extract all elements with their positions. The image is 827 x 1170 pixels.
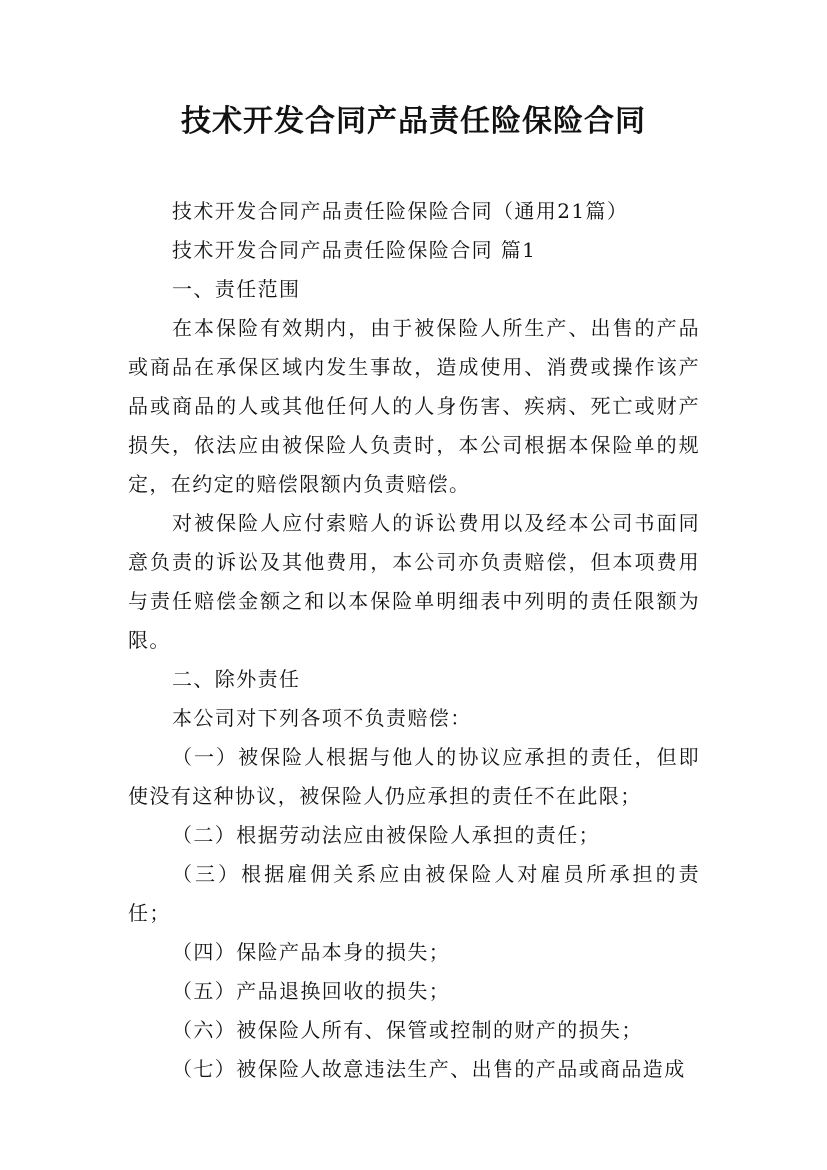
paragraph-collection-title: 技术开发合同产品责任险保险合同（通用21篇） (172, 199, 629, 223)
paragraph-article-heading: 技术开发合同产品责任险保险合同 篇1 (172, 238, 537, 262)
exclusion-item-1: （一）被保险人根据与他人的协议应承担的责任，但即使没有这种协议，被保险人仍应承担的责任不在此限； (128, 745, 700, 808)
exclusion-item-7: （七）被保险人故意违法生产、出售的产品或商品造成 (172, 1057, 686, 1081)
exclusion-item-2: （二）根据劳动法应由被保险人承担的责任； (172, 823, 600, 847)
paragraph-scope-2: 对被保险人应付索赔人的诉讼费用以及经本公司书面同意负责的诉讼及其他费用，本公司亦负责赔偿，但本项费用与责任赔偿金额之和以本保险单明细表中列明的责任限额为限。 (128, 511, 700, 652)
paragraph-scope-1: 在本保险有效期内，由于被保险人所生产、出售的产品或商品在承保区域内发生事故，造成使用、消费或操作该产品或商品的人或其他任何人的人身伤害、疾病、死亡或财产损失，依法应由被保险人负责时，本公司根据本保险单的规定，在约定的赔偿限额内负责赔偿。 (128, 316, 700, 496)
section-heading-exclusions: 二、除外责任 (172, 667, 301, 691)
document-body (128, 192, 700, 1089)
document-title: 技术开发合同产品责任险保险合同 (181, 104, 646, 139)
exclusion-item-5: （五）产品退换回收的损失； (172, 979, 451, 1003)
exclusion-item-6: （六）被保险人所有、保管或控制的财产的损失； (172, 1018, 643, 1042)
section-heading-scope: 一、责任范围 (172, 277, 301, 301)
paragraph-exclusions-intro: 本公司对下列各项不负责赔偿： (172, 706, 472, 730)
exclusion-item-4: （四）保险产品本身的损失； (172, 940, 451, 964)
exclusion-item-3: （三）根据雇佣关系应由被保险人对雇员所承担的责任； (128, 862, 700, 925)
